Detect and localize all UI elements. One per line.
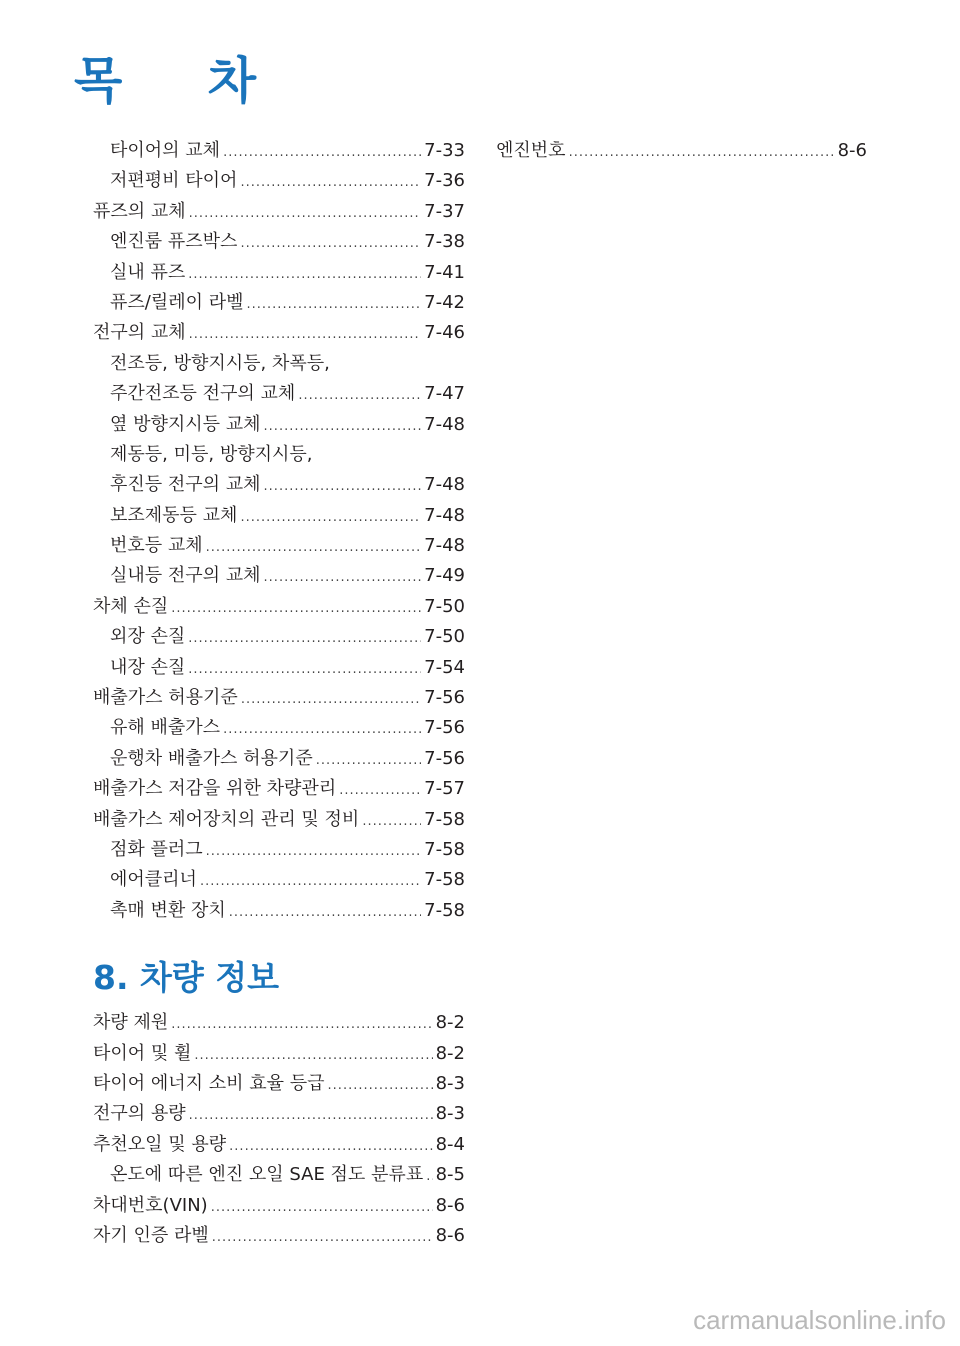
toc-entry[interactable] [93,410,465,440]
toc-entry[interactable] [93,440,465,470]
toc-entry-label: 주간전조등 전구의 교체 [110,383,296,405]
toc-entry-label: 배출가스 허용기준 [93,687,238,709]
toc-entry-page: 8-2 [435,1042,465,1064]
toc-entry-label: 타이어 에너지 소비 효율 등급 [93,1072,325,1094]
toc-dot-leader [240,229,421,259]
toc-entry-page: 7-56 [424,717,465,739]
toc-dot-leader [189,199,421,229]
toc-entry-label: 운행차 배출가스 허용기준 [110,747,313,769]
toc-entry-label: 실내 퓨즈 [110,261,186,283]
toc-entry-page: 8-6 [435,1224,465,1246]
toc-entry-label: 퓨즈/릴레이 라벨 [110,291,244,313]
toc-entry[interactable] [93,622,465,652]
toc-entry[interactable] [93,501,465,531]
toc-list-chapter-8 [93,1008,465,1251]
toc-entry-label: 퓨즈의 교체 [93,200,186,222]
toc-dot-leader [229,1132,432,1162]
toc-entry-label: 촉매 변환 장치 [110,899,226,921]
toc-dot-leader [229,898,421,928]
toc-entry-page: 7-56 [424,747,465,769]
toc-right-column [496,136,867,166]
toc-entry-page: 7-58 [424,899,465,921]
toc-entry-label: 차량 제원 [93,1012,169,1034]
toc-entry-page: 7-54 [424,656,465,678]
toc-list-right [496,136,867,166]
toc-entry-page: 7-58 [424,808,465,830]
toc-dot-leader [247,290,422,320]
section-heading-8: 8. 차량 정보 [93,958,279,998]
toc-dot-leader [189,320,421,350]
toc-entry[interactable] [93,896,465,926]
toc-entry-label: 배출가스 저감을 위한 차량관리 [93,778,337,800]
toc-entry[interactable] [93,1069,465,1099]
toc-entry-page: 7-48 [424,504,465,526]
toc-dot-leader [362,807,421,837]
toc-entry-page: 7-57 [424,778,465,800]
toc-entry-page: 8-3 [435,1072,465,1094]
toc-entry-page: 8-2 [435,1012,465,1034]
toc-entry[interactable] [93,166,465,196]
toc-entry[interactable] [93,835,465,865]
toc-dot-leader [188,624,421,654]
toc-entry-page: 7-48 [424,474,465,496]
toc-entry-label: 옆 방향지시등 교체 [110,413,261,435]
toc-entry-page: 7-37 [424,200,465,222]
toc-entry-page: 7-58 [424,838,465,860]
toc-entry[interactable] [93,136,465,166]
toc-entry-label: 저편평비 타이어 [110,170,238,192]
toc-entry-label: 후진등 전구의 교체 [110,474,261,496]
toc-entry[interactable] [93,1221,465,1251]
toc-entry-label: 배출가스 제어장치의 관리 및 정비 [93,808,360,830]
toc-dot-leader [426,1162,432,1192]
toc-entry-label: 전조등, 방향지시등, 차폭등, [110,352,330,374]
toc-entry-label: 점화 플러그 [110,838,203,860]
toc-entry[interactable] [93,713,465,743]
toc-dot-leader [223,138,421,168]
toc-entry-label: 외장 손질 [110,626,186,648]
toc-entry[interactable] [496,136,867,166]
toc-dot-leader [339,776,421,806]
toc-dot-leader [211,1193,433,1223]
toc-dot-leader [264,412,422,442]
toc-dot-leader [240,503,421,533]
toc-dot-leader [240,168,421,198]
toc-entry[interactable] [93,349,465,379]
toc-entry-page: 7-41 [424,261,465,283]
toc-entry[interactable] [93,805,465,835]
toc-dot-leader [298,381,421,411]
toc-dot-leader [188,260,421,290]
toc-entry-page: 7-33 [424,140,465,161]
toc-entry-page: 7-49 [424,565,465,587]
toc-entry[interactable] [93,865,465,895]
toc-dot-leader [206,533,421,563]
toc-list-chapter-7 [93,136,465,926]
toc-entry[interactable] [93,1008,465,1038]
toc-entry-page: 7-56 [424,687,465,709]
toc-entry-label: 자기 인증 라벨 [93,1224,209,1246]
toc-entry-label: 번호등 교체 [110,535,203,557]
toc-entry[interactable] [93,227,465,257]
toc-entry-page: 8-4 [435,1133,465,1155]
toc-entry-label: 실내등 전구의 교체 [110,565,261,587]
toc-dot-leader [212,1223,433,1253]
toc-entry-label: 전구의 교체 [93,322,186,344]
toc-entry[interactable] [93,1191,465,1221]
toc-entry[interactable] [93,470,465,500]
toc-entry[interactable] [93,592,465,622]
toc-entry-page: 7-46 [424,322,465,344]
toc-entry-label: 엔진번호 [496,140,566,161]
toc-dot-leader [316,746,421,776]
toc-entry-page: 7-36 [424,170,465,192]
toc-entry-page: 7-47 [424,383,465,405]
toc-entry-page: 7-48 [424,413,465,435]
toc-entry-label: 타이어 및 휠 [93,1042,192,1064]
toc-entry-page: 7-50 [424,626,465,648]
toc-entry[interactable] [93,561,465,591]
toc-entry-label: 전구의 용량 [93,1103,186,1125]
toc-entry-label: 차대번호(VIN) [93,1194,208,1216]
toc-entry-label: 타이어의 교체 [110,140,221,161]
toc-entry[interactable] [93,197,465,227]
toc-entry-label: 제동등, 미등, 방향지시등, [110,443,313,465]
toc-dot-leader [264,472,422,502]
toc-entry-page: 7-42 [424,291,465,313]
toc-dot-leader [171,1010,432,1040]
toc-dot-leader [569,138,835,168]
toc-entry[interactable] [93,1039,465,1069]
toc-entry[interactable] [93,653,465,683]
toc-dot-leader [206,837,421,867]
toc-dot-leader [264,563,422,593]
toc-entry-page: 7-38 [424,231,465,253]
toc-entry-page: 7-50 [424,595,465,617]
toc-entry[interactable] [93,1099,465,1129]
toc-dot-leader [188,655,421,685]
toc-entry-label: 엔진룸 퓨즈박스 [110,231,238,253]
toc-entry-page: 8-6 [837,140,867,161]
toc-dot-leader [171,594,421,624]
toc-entry-label: 보조제동등 교체 [110,504,238,526]
toc-dot-leader [241,685,421,715]
toc-entry[interactable] [93,683,465,713]
watermark: carmanualsonline.info [693,1305,946,1335]
toc-dot-leader [223,715,421,745]
toc-dot-leader [328,1071,433,1101]
toc-entry-label: 에어클리너 [110,869,197,891]
toc-entry-page: 8-3 [435,1103,465,1125]
toc-entry-label: 차체 손질 [93,595,169,617]
toc-entry-page: 8-6 [435,1194,465,1216]
toc-entry[interactable] [93,258,465,288]
toc-entry-label: 내장 손질 [110,656,186,678]
toc-entry[interactable] [93,1160,465,1190]
toc-dot-leader [189,1101,433,1131]
toc-entry[interactable] [93,1130,465,1160]
page-title: 목 차 [74,52,291,110]
toc-entry[interactable] [93,288,465,318]
toc-left-column [93,136,465,1251]
toc-entry-label: 유해 배출가스 [110,717,221,739]
toc-entry-label: 추천오일 및 용량 [93,1133,227,1155]
toc-dot-leader [200,867,421,897]
toc-dot-leader [194,1041,432,1071]
toc-entry-label: 온도에 따른 엔진 오일 SAE 점도 분류표 [110,1164,424,1186]
toc-entry-page: 7-58 [424,869,465,891]
toc-entry[interactable] [93,379,465,409]
toc-entry-page: 8-5 [435,1164,465,1186]
toc-entry[interactable] [93,531,465,561]
toc-entry[interactable] [93,318,465,348]
toc-entry[interactable] [93,774,465,804]
toc-entry[interactable] [93,744,465,774]
toc-entry-page: 7-48 [424,535,465,557]
